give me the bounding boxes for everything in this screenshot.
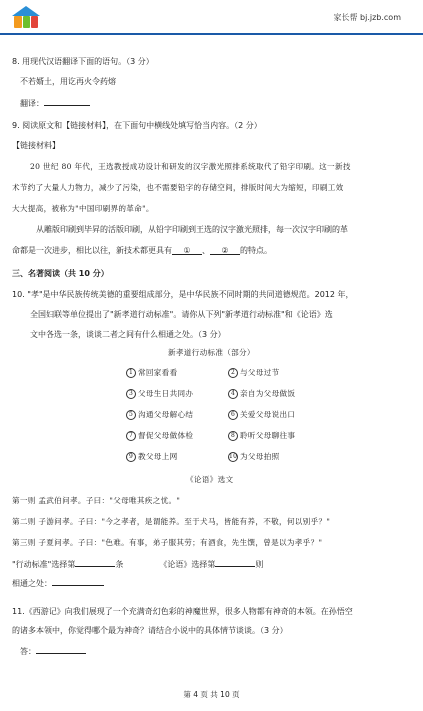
q10-choice-a-unit: 条 [115,560,124,569]
q10-line-2: 全国妇联等单位提出了"新孝道行动标准"。请你从下列"新孝道行动标准"和《论语》选 [30,310,333,319]
q9-title: 9. 阅读原文和【链接材料】，在下面句中横线处填写恰当内容。（2 分） [12,121,262,130]
q10-choice-a-label: "行动标准"选择第 [12,560,76,569]
q10-standard-text: 教父母上网 [138,452,178,461]
q10-standard-number: 6 [228,410,238,420]
q10-standard-number: 4 [228,389,238,399]
q10-standard-item [126,409,193,420]
q10-standard-text: 沟通父母解心结 [138,410,194,419]
q10-lunyu-rule-1: 第一则 孟武伯问孝。子曰："父母唯其疾之忧。" [12,496,181,505]
q9-paragraph-line-1: 20 世纪 80 年代，王选教授成功设计和研发的汉字激光照排系统取代了铅字印刷。这一新技 [30,162,351,171]
q9-paragraph-line-2: 术节约了大量人力物力，减少了污染，也不需要铅字的存储空间，排版时间大为缩短，印刷工效 [12,183,344,192]
q9-link-title: 【链接材料】 [12,141,60,150]
q10-standard-number: 1 [126,368,136,378]
q10-choice-line [12,557,263,570]
q10-standard-number: 2 [228,368,238,378]
q9-line5-end: 的特点。 [240,246,272,255]
q10-standard-item [228,451,279,462]
q9-blank-1[interactable]: ① [172,245,202,255]
q10-standard-item [126,451,177,462]
q10-choice-b-blank[interactable] [215,557,255,567]
q10-choice-b-label: 《论语》选择第 [159,560,216,569]
q8-answer [20,96,90,109]
q9-paragraph-line-5 [12,245,272,256]
q10-line-3: 文中各选一条，谈谈二者之间有什么相通之处。（3 分） [30,330,226,339]
q10-standard-text: 与父母过节 [240,368,280,377]
q10-lunyu-rule-3: 第三则 子夏问孝。子曰："色难。有事，弟子服其劳；有酒食，先生馔，曾是以为孝乎？" [12,538,323,547]
q10-standard-item [126,430,193,441]
q10-standard-text: 督促父母做体检 [138,431,194,440]
q10-line-1: 10. "孝"是中华民族传统美德的重要组成部分，是中华民族不同时期的共同道德规范。2012 年， [12,290,354,299]
q8-sentence: 不若婿土，用讫再火令药熔 [20,77,116,86]
q10-common-blank[interactable] [52,576,104,586]
q10-standard-text: 常回家看看 [138,368,178,377]
jzb-logo-icon [6,4,46,30]
q10-standard-number: 8 [228,431,238,441]
page-footer: 第 4 页 共 10 页 [183,690,240,699]
q10-common-label: 相通之处： [12,579,52,588]
q11-line-1: 11.《西游记》向我们展现了一个充满奇幻色彩的神魔世界，很多人物都有神奇的本领。在孙悟空 [12,607,353,616]
q10-standard-item [126,388,193,399]
q10-standard-text: 聆听父母聊往事 [240,431,296,440]
q10-standard-number: 3 [126,389,136,399]
q9-line5-text: 命都是一次进步，相比以往，新技术都更具有 [12,246,172,255]
q10-standard-number: 5 [126,410,136,420]
q11-answer-blank[interactable] [36,644,86,654]
q10-choice-a-blank[interactable] [75,557,115,567]
q9-paragraph-line-4: 从雕版印刷到毕昇的活版印刷，从铅字印刷到王选的汉字激光照排，每一次汉字印刷的革 [36,225,348,234]
q10-standard-text: 关爱父母说出口 [240,410,296,419]
q11-answer-label: 答： [20,647,36,656]
q10-lunyu-title: 《论语》选文 [186,475,234,484]
section-3-title: 三、名著阅读（共 10 分） [12,269,109,278]
q10-standard-item [228,409,295,420]
q10-choice-b-unit: 则 [255,560,264,569]
q10-standard-text: 父母生日共同办 [138,389,194,398]
q8-answer-blank[interactable] [44,96,90,106]
q10-common [12,576,104,589]
q8-title: 8. 用现代汉语翻译下面的语句。（3 分） [12,57,154,66]
q10-standard-text: 为父母拍照 [240,452,280,461]
q10-lunyu-rule-2: 第二则 子游问孝。子曰："今之孝者，是谓能养。至于犬马，皆能有养，不敬，何以别乎？" [12,517,331,526]
q9-paragraph-line-3: 大大提高，被称为"中国印刷界的革命"。 [12,204,154,213]
q9-separator: 、 [202,246,210,255]
site-name: 家长帮 bj.jzb.com [333,13,401,22]
q10-standard-number: 9 [126,452,136,462]
q11-line-2: 的诸多本领中，你觉得哪个最为神奇？请结合小说中的具体情节谈谈。（3 分） [12,626,288,635]
q11-answer [20,644,86,657]
q10-standard-title: 新孝道行动标准（部分） [168,348,255,357]
q10-standard-item [228,388,295,399]
header-rule [0,33,423,35]
q8-answer-label: 翻译： [20,99,44,108]
q9-blank-2[interactable]: ② [210,245,240,255]
q10-standard-number: 7 [126,431,136,441]
q10-standard-text: 亲自为父母做饭 [240,389,296,398]
q10-standard-item [228,430,295,441]
q10-standard-item [228,367,279,378]
q10-standard-item [126,367,177,378]
q10-standard-number: 10 [229,453,238,460]
